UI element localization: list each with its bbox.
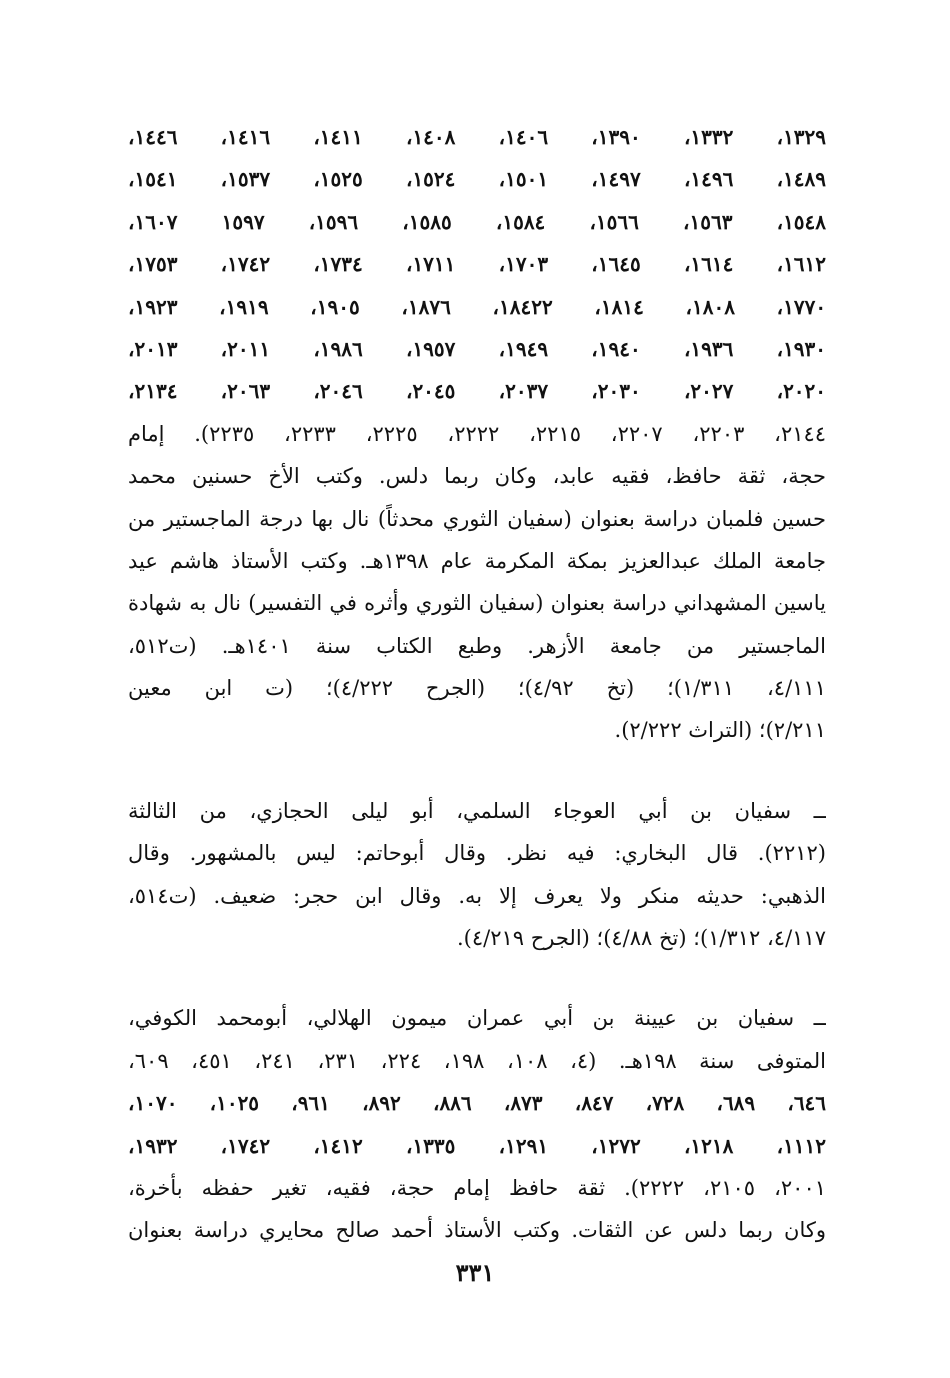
text-line: ٢١٤٤، ٢٢٠٣، ٢٢٠٧، ٢٢١٥، ٢٢٢٢، ٢٢٢٥، ٢٢٣٣، ٢٢٣٥). إمام (128, 421, 826, 446)
text-line: ياسين المشهداني دراسة بعنوان (سفيان الثوري وأثره في التفسير) نال به شهادة (128, 591, 826, 616)
text-line: ٦٤٦، ٦٨٩، ٧٢٨، ٨٤٧، ٨٧٣، ٨٨٦، ٨٩٢، ٩٦١، ١٠٢٥، ١٠٧٠، (128, 1091, 826, 1116)
text-line: ٢/٢١١)؛ (التراث ٢/٢٢٢). (614, 718, 826, 743)
text-line: ١٧٧٠، ١٨٠٨، ١٨١٤، ١٨٤٢٢، ١٨٧٦، ١٩٠٥، ١٩١٩، ١٩٢٣، (128, 294, 826, 319)
text-line: الذهبي: حديثه منكر ولا يعرف إلا به. وقال ابن حجر: ضعيف. (ت٥١٤، (128, 883, 826, 908)
text-line: حسين فلمبان دراسة بعنوان (سفيان الثوري محدثاً) نال بها درجة الماجستير من (128, 506, 826, 531)
entry-sufyan-thawri (128, 116, 826, 752)
page-body (128, 116, 826, 1252)
text-line: ١١١٢، ١٢١٨، ١٢٧٢، ١٢٩١، ١٣٣٥، ١٤١٢، ١٧٤٢، ١٩٣٢، (128, 1133, 826, 1158)
text-line: جامعة الملك عبدالعزيز بمكة المكرمة عام ١٣٩٨هـ. وكتب الأستاذ هاشم عيد (128, 548, 826, 573)
text-line: ٢٠٢٠، ٢٠٢٧، ٢٠٣٠، ٢٠٣٧، ٢٠٤٥، ٢٠٤٦، ٢٠٦٣، ٢١٣٤، (128, 379, 826, 404)
entry-sufyan-ibn-abi-al-awja (128, 790, 826, 960)
text-line: ١٣٢٩، ١٣٣٢، ١٣٩٠، ١٤٠٦، ١٤٠٨، ١٤١١، ١٤١٦، ١٤٤٦، (128, 125, 826, 149)
text-line: ١٥٤٨، ١٥٦٣، ١٥٦٦، ١٥٨٤، ١٥٨٥، ١٥٩٦، ١٥٩٧ ١٦٠٧، (128, 209, 826, 234)
text-line: المتوفى سنة ١٩٨هـ. (٤، ١٠٨، ١٩٨، ٢٢٤، ٢٣١، ٢٤١، ٤٥١، ٦٠٩، (128, 1048, 826, 1073)
text-line: ١٤٨٩، ١٤٩٦، ١٤٩٧، ١٥٠١، ١٥٢٤، ١٥٢٥، ١٥٣٧، ١٥٤١، (128, 167, 826, 192)
text-line: ٤/١١١، ١/٣١١)؛ (تخ ٤/٩٢)؛ (الجرح ٤/٢٢٢)؛ (ت ابن معين (128, 676, 826, 701)
text-line: ١٩٣٠، ١٩٣٦، ١٩٤٠، ١٩٤٩، ١٩٥٧، ١٩٨٦، ٢٠١١، ٢٠١٣، (128, 336, 826, 361)
text-line: ١٦١٢، ١٦١٤، ١٦٤٥، ١٧٠٣، ١٧١١، ١٧٣٤، ١٧٤٢، ١٧٥٣، (128, 252, 826, 277)
text-line: ٢٠٠١، ٢١٠٥، ٢٢٢٢). ثقة حافظ إمام حجة، فقيه، تغير حفظه بأخرة، (128, 1175, 826, 1200)
text-line: الماجستير من جامعة الأزهر. وطبع الكتاب سنة ١٤٠١هـ. (ت٥١٢، (128, 633, 826, 658)
text-line: ٤/١١٧، ١/٣١٢)؛ (تخ ٤/٨٨)؛ (الجرح ٤/٢١٩). (456, 926, 826, 951)
text-line: ــ سفيان بن عيينة بن أبي عمران ميمون الهلالي، أبومحمد الكوفي، (128, 1006, 826, 1031)
entry-separator (128, 752, 826, 790)
entry-separator (128, 959, 826, 997)
entry-sufyan-ibn-uyayna (128, 997, 826, 1251)
text-line: (٢٢١٢). قال البخاري: فيه نظر. وقال أبوحاتم: ليس بالمشهور. وقال (128, 841, 826, 866)
text-line: حجة، ثقة حافظ، فقيه عابد، وكان ربما دلس. وكتب الأخ حسنين محمد (128, 464, 826, 489)
text-line: وكان ربما دلس عن الثقات. وكتب الأستاذ أحمد صالح محايري دراسة بعنوان (128, 1218, 826, 1243)
page-number: ٣٣١ (455, 1258, 495, 1287)
text-line: ــ سفيان بن أبي العوجاء السلمي، أبو ليلى الحجازي، من الثالثة (128, 798, 826, 823)
